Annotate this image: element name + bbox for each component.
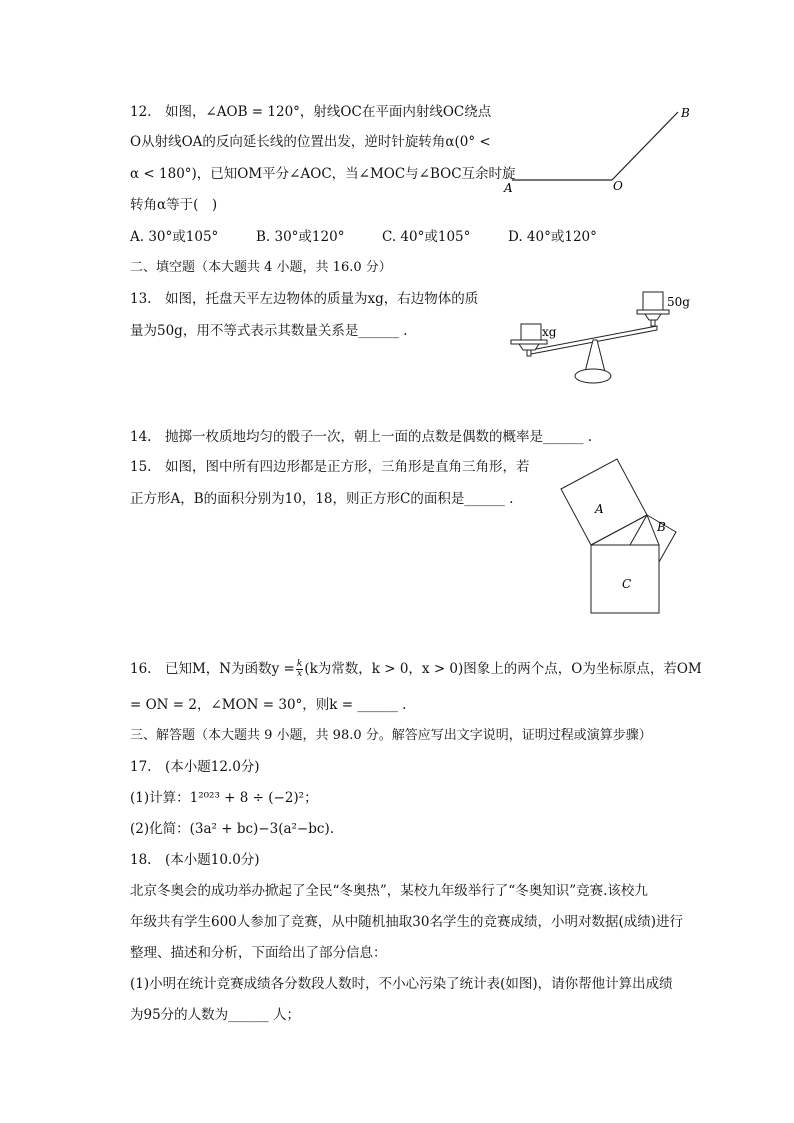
q15-label-b: B	[657, 520, 666, 534]
q13-line2: 量为50g，用不等式表示其数量关系是______ .	[130, 323, 408, 339]
q18-line2: 年级共有学生600人参加了竞赛，从中随机抽取30名学生的竞赛成绩，小明对数据(成绩)进行	[130, 914, 683, 930]
q16-line1	[130, 660, 702, 679]
q12-label-b: B	[681, 106, 690, 120]
q12-label-o: O	[613, 179, 623, 193]
q18-title: 18. (本小题10.0分)	[130, 852, 260, 868]
q16-fraction	[296, 660, 303, 679]
q12-angle-figure	[500, 100, 700, 200]
q12-line3: α < 180°)，已知OM平分∠AOC，当∠MOC与∠BOC互余时旋	[130, 166, 516, 182]
q13-balance-figure	[505, 288, 705, 388]
q12-line4: 转角α等于( )	[130, 197, 218, 213]
q16-line1-end: (k为常数，k > 0，x > 0)图象上的两个点，O为坐标原点，若OM	[304, 661, 702, 677]
section2-heading: 二、填空题（本大题共 4 小题，共 16.0 分）	[130, 260, 392, 275]
q17-title: 17. (本小题12.0分)	[130, 759, 260, 775]
q16-line1-start: 16. 已知M，N为函数y =	[130, 661, 295, 677]
section3-heading: 三、解答题（本大题共 9 小题，共 98.0 分。解答应写出文字说明，证明过程或演算步骤）	[130, 728, 652, 743]
q17-part2: (2)化简：(3a² + bc)−3(a²−bc).	[130, 821, 335, 837]
q14-line1: 14. 抛掷一枚质地均匀的骰子一次，朝上一面的点数是偶数的概率是______ .	[130, 429, 593, 445]
q16-frac-num: k	[296, 659, 303, 669]
q13-label-left: xg	[542, 325, 557, 339]
q13-label-right: 50g	[667, 295, 690, 309]
q18-line5: 为95分的人数为______ 人；	[130, 1007, 300, 1023]
q17-part1: (1)计算：1²⁰²³ + 8 ÷ (−2)²；	[130, 790, 318, 806]
q18-line3: 整理、描述和分析，下面给出了部分信息：	[130, 945, 387, 961]
q13-line1: 13. 如图，托盘天平左边物体的质量为xg，右边物体的质	[130, 291, 479, 307]
q15-line2: 正方形A，B的面积分别为10，18，则正方形C的面积是______ .	[130, 491, 514, 507]
q12-option-a: A. 30°或105°	[130, 229, 219, 245]
q12-option-c: C. 40°或105°	[382, 229, 471, 245]
q18-line4: (1)小明在统计竞赛成绩各分数段人数时，不小心污染了统计表(如图)，请你帮他计算出成绩	[130, 976, 673, 992]
q12-line1: 12. 如图，∠AOB = 120°，射线OC在平面内射线OC绕点	[130, 104, 492, 120]
q18-line1: 北京冬奥会的成功举办掀起了全民“冬奥热”，某校九年级举行了“冬奥知识”竞赛.该校九	[130, 883, 648, 899]
q15-label-a: A	[595, 502, 604, 516]
q12-option-d: D. 40°或120°	[508, 229, 597, 245]
q16-frac-den: x	[297, 669, 303, 679]
q12-line2: O从射线OA的反向延长线的位置出发，逆时针旋转角α(0° <	[130, 134, 491, 150]
q16-line2: = ON = 2，∠MON = 30°，则k = ______ .	[130, 697, 407, 713]
q12-label-a: A	[504, 181, 513, 195]
q12-option-b: B. 30°或120°	[256, 229, 345, 245]
q15-line1: 15. 如图，图中所有四边形都是正方形，三角形是直角三角形，若	[130, 459, 530, 475]
q15-label-c: C	[622, 577, 632, 591]
q15-squares-figure	[555, 458, 700, 618]
